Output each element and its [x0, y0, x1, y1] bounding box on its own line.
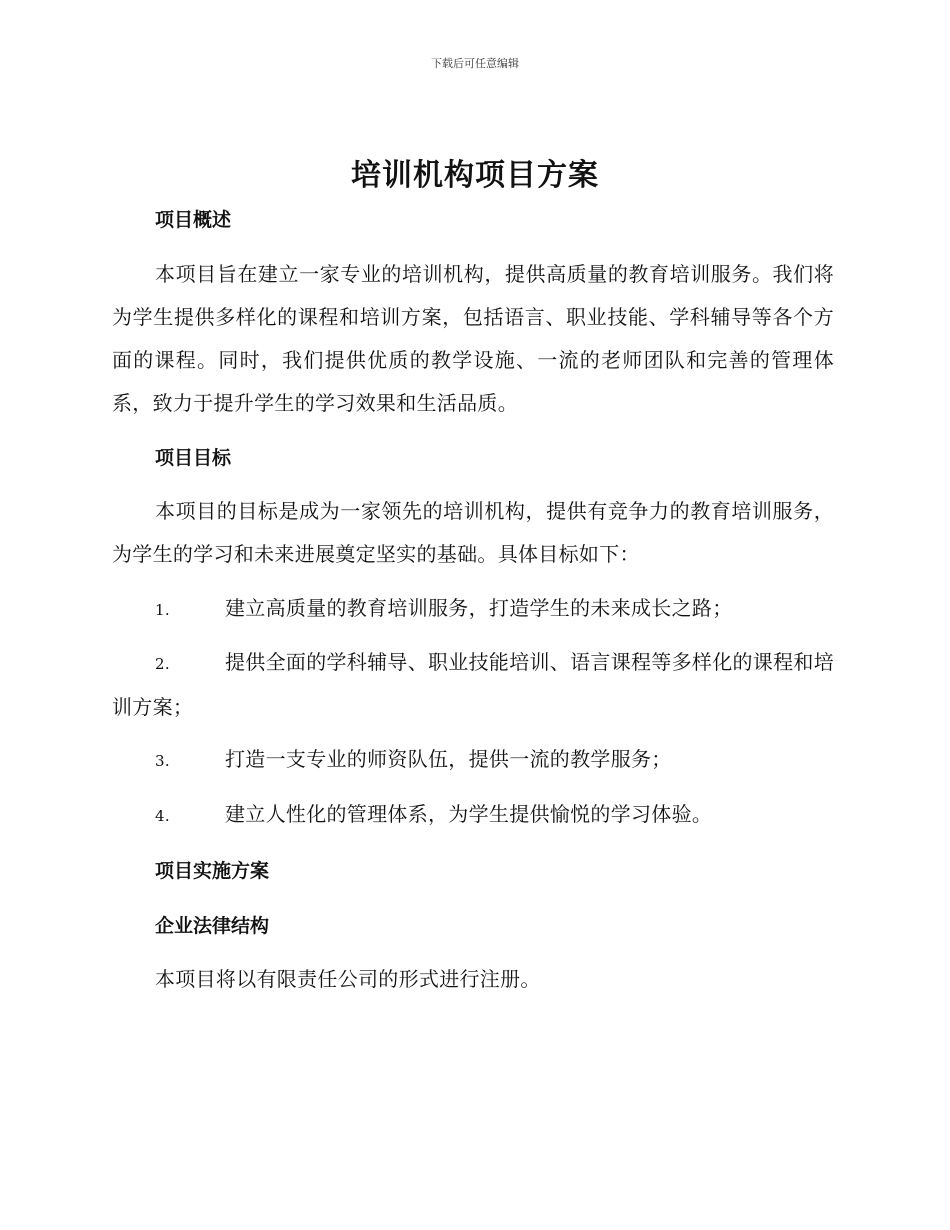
list-number: 3. — [155, 752, 170, 770]
goals-list — [112, 641, 834, 729]
list-item — [112, 793, 834, 838]
goals-list — [112, 587, 834, 632]
heading-goals: 项目目标 — [155, 447, 232, 469]
list-item — [112, 587, 834, 632]
list-text: 打造一支专业的师资队伍，提供一流的教学服务； — [225, 747, 672, 771]
section-implementation — [112, 856, 834, 883]
goals-list — [112, 793, 834, 838]
list-text: 提供全面的学科辅导、职业技能培训、语言课程等多样化的课程和培训方案； — [112, 650, 834, 719]
section-overview — [112, 205, 834, 232]
overview-paragraph: 本项目旨在建立一家专业的培训机构，提供高质量的教育培训服务。我们将为学生提供多样化的课程和培训方案，包括语言、职业技能、学科辅导等各个方面的课程。同时，我们提供优质的教学设施、一流的老师团队和完善的管理体系，致力于提升学生的学习效果和生活品质。 — [112, 262, 834, 415]
overview-body — [112, 253, 834, 425]
section-goals — [112, 443, 834, 470]
heading-legal: 企业法律结构 — [155, 915, 270, 937]
list-number: 4. — [155, 807, 170, 825]
header-note: 下载后可任意编辑 — [431, 57, 519, 70]
section-legal — [112, 911, 834, 938]
goals-paragraph: 本项目的目标是成为一家领先的培训机构，提供有竞争力的教育培训服务，为学生的学习和未来进展奠定坚实的基础。具体目标如下： — [112, 499, 834, 566]
legal-paragraph: 本项目将以有限责任公司的形式进行注册。 — [155, 967, 541, 991]
document-title: 培训机构项目方案 — [351, 158, 599, 193]
list-number: 2. — [155, 655, 170, 673]
list-text: 建立人性化的管理体系，为学生提供愉悦的学习体验。 — [225, 802, 713, 826]
list-number: 1. — [155, 601, 170, 619]
goals-body — [112, 490, 834, 576]
goals-list — [112, 738, 834, 783]
heading-implementation: 项目实施方案 — [155, 860, 270, 882]
list-item — [112, 641, 834, 729]
legal-body — [112, 958, 834, 1001]
list-text: 建立高质量的教育培训服务，打造学生的未来成长之路； — [225, 596, 733, 620]
heading-overview: 项目概述 — [155, 209, 232, 231]
list-item — [112, 738, 834, 783]
